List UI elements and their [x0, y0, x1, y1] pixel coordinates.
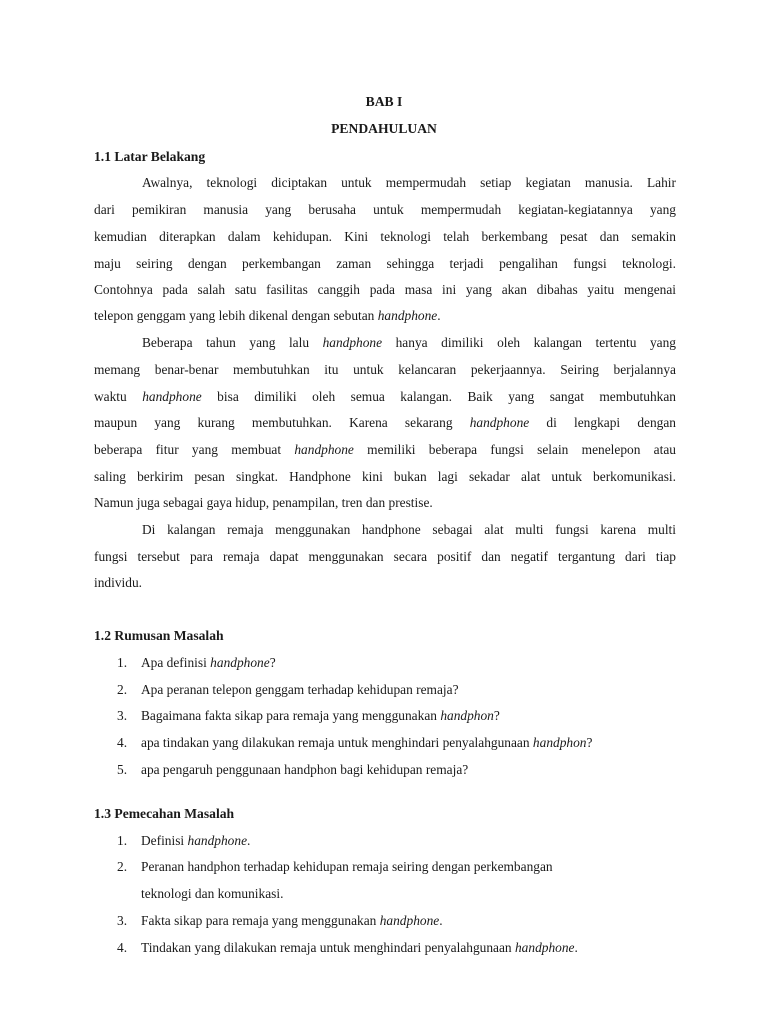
list-item: 1. Apa definisi handphone? — [117, 655, 276, 670]
section-heading-pemecahan-masalah: 1.3 Pemecahan Masalah — [94, 806, 235, 821]
list-item: 4. Tindakan yang dilakukan remaja untuk menghindari penyalahgunaan handphone. — [117, 940, 578, 955]
paragraph-line: Awalnya, teknologi diciptakan untuk mempermudah setiap kegiatan manusia. Lahir — [142, 175, 676, 190]
list-item: 5. apa pengaruh penggunaan handphon bagi kehidupan remaja? — [117, 762, 469, 777]
paragraph-line: saling berkirim pesan singkat. Handphone kini bukan lagi sekadar alat untuk berkomunikasi. — [94, 469, 676, 484]
list-item: 4. apa tindakan yang dilakukan remaja untuk menghindari penyalahgunaan handphon? — [117, 735, 593, 750]
paragraph-line: Di kalangan remaja menggunakan handphone sebagai alat multi fungsi karena multi — [142, 522, 676, 537]
paragraph-line: Namun juga sebagai gaya hidup, penampilan, tren dan prestise. — [94, 495, 433, 510]
list-item: 3. Fakta sikap para remaja yang menggunakan handphone. — [117, 913, 443, 928]
list-item: 3. Bagaimana fakta sikap para remaja yang menggunakan handphon? — [117, 708, 500, 723]
paragraph-line: maupun yang kurang membutuhkan. Karena sekarang handphone di lengkapi dengan — [94, 415, 676, 430]
paragraph-line: kemudian diterapkan dalam kehidupan. Kini teknologi telah berkembang pesat dan semakin — [94, 229, 676, 244]
list-item-continuation: teknologi dan komunikasi. — [141, 886, 284, 901]
list-item: 2. Peranan handphon terhadap kehidupan remaja seiring dengan perkembangan — [117, 859, 553, 874]
paragraph-line: individu. — [94, 575, 142, 590]
paragraph-line: waktu handphone bisa dimiliki oleh semua kalangan. Baik yang sangat membutuhkan — [94, 389, 676, 404]
section-heading-rumusan-masalah: 1.2 Rumusan Masalah — [94, 628, 224, 643]
paragraph-line: memang benar-benar membutuhkan itu untuk kelancaran pekerjaannya. Seiring berjalannya — [94, 362, 676, 377]
paragraph-line: dari pemikiran manusia yang berusaha untuk mempermudah kegiatan-kegiatannya yang — [94, 202, 676, 217]
paragraph-line: Contohnya pada salah satu fasilitas canggih pada masa ini yang akan dibahas yaitu mengenai — [94, 282, 676, 297]
paragraph-line: beberapa fitur yang membuat handphone memiliki beberapa fungsi selain menelepon atau — [94, 442, 676, 457]
paragraph-line: telepon genggam yang lebih dikenal dengan sebutan handphone. — [94, 308, 441, 323]
paragraph-line: maju seiring dengan perkembangan zaman sehingga terjadi pengalihan fungsi teknologi. — [94, 256, 676, 271]
chapter-subtitle: PENDAHULUAN — [331, 121, 437, 136]
paragraph-line: fungsi tersebut para remaja dapat menggunakan secara positif dan negatif tergantung dari tiap — [94, 549, 676, 564]
paragraph-line: Beberapa tahun yang lalu handphone hanya dimiliki oleh kalangan tertentu yang — [142, 335, 676, 350]
list-item: 1. Definisi handphone. — [117, 833, 251, 848]
section-heading-latar-belakang: 1.1 Latar Belakang — [94, 149, 206, 164]
list-item: 2. Apa peranan telepon genggam terhadap kehidupan remaja? — [117, 682, 459, 697]
chapter-title: BAB I — [365, 94, 403, 109]
